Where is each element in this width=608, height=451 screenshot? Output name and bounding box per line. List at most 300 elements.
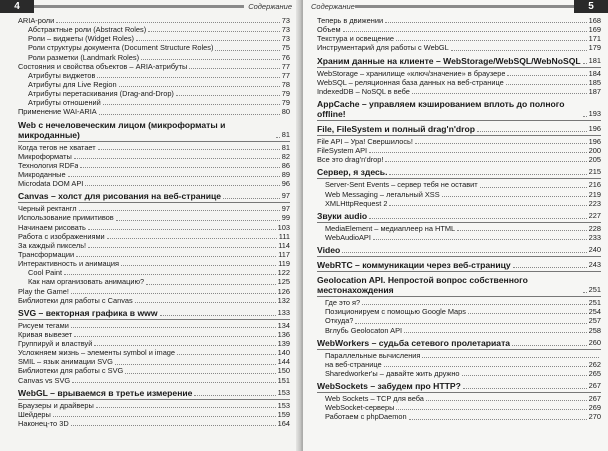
entry-title: Где это я? <box>325 298 361 308</box>
dot-leader <box>362 304 586 305</box>
toc-entry <box>0 268 290 277</box>
chapter-page: 227 <box>588 210 601 220</box>
entry-page: 184 <box>588 68 601 78</box>
entry-page: 171 <box>588 34 601 44</box>
chapter-heading <box>309 211 601 223</box>
toc-entry <box>0 161 290 170</box>
entry-page: 76 <box>281 52 290 62</box>
dot-leader <box>148 31 280 32</box>
entry-page: 196 <box>588 136 601 146</box>
page-number: 5 <box>574 0 608 13</box>
chapter-row <box>317 338 601 348</box>
chapter-page: 267 <box>588 381 601 391</box>
entry-title: Использование примитивов <box>18 213 114 223</box>
chapter-title: File, FileSystem и полный drag'n'drop <box>317 123 475 134</box>
entry-page: 179 <box>588 43 601 53</box>
toc-entry <box>309 43 601 52</box>
right-page <box>303 0 608 451</box>
entry-title: Работаем с phpDaemon <box>325 412 407 422</box>
toc-entry <box>0 376 290 385</box>
toc-entry <box>0 241 290 250</box>
chapter-rule <box>317 222 601 223</box>
entry-page: 251 <box>588 298 601 308</box>
toc-entry <box>309 25 601 34</box>
toc-entry <box>309 87 601 96</box>
entry-title: Атрибуты виджетов <box>28 70 96 80</box>
chapter-page: 240 <box>588 245 601 255</box>
entry-page: 269 <box>588 403 601 413</box>
entry-page: 216 <box>588 180 601 190</box>
entry-title: Когда тегов не хватает <box>18 142 96 152</box>
dot-leader <box>177 354 276 355</box>
entry-title: Откуда? <box>325 316 354 326</box>
toc-entry <box>0 339 290 348</box>
chapter-heading <box>309 245 601 257</box>
chapter-rule <box>317 67 601 68</box>
entry-page: 140 <box>277 348 290 358</box>
chapter-title: Video <box>317 245 341 256</box>
dot-leader <box>384 366 587 367</box>
entry-page: 233 <box>588 232 601 242</box>
chapter-heading <box>0 120 290 142</box>
dot-leader <box>451 50 587 51</box>
entry-title: Все это drag'n'drop! <box>317 155 384 165</box>
entry-page: 265 <box>588 368 601 378</box>
chapter-title: SVG – векторная графика в www <box>18 307 158 318</box>
dot-leader <box>506 84 587 85</box>
entry-title: Теперь в движении <box>317 15 384 25</box>
chapter-heading <box>309 381 601 393</box>
entry-page: 139 <box>277 339 290 349</box>
entry-title: Web Sockets – TCP для веба <box>325 394 424 404</box>
entry-page: 151 <box>277 375 290 385</box>
chapter-row <box>18 191 290 201</box>
entry-title: Микроформаты <box>18 151 72 161</box>
toc-entry <box>309 137 601 146</box>
entry-title: Атрибуты для Live Region <box>28 79 117 89</box>
entry-page: 185 <box>588 77 601 87</box>
entry-title: Атрибуты отношений <box>28 98 101 108</box>
entry-title: Библиотеки для работы с Canvas <box>18 295 133 305</box>
toc-entry <box>309 190 601 199</box>
dot-leader <box>97 77 279 78</box>
toc-entry <box>309 224 601 233</box>
dot-leader <box>385 161 586 162</box>
entry-title: Микроданные <box>18 169 66 179</box>
dot-leader <box>276 137 280 138</box>
toc-entry <box>309 146 601 155</box>
dot-leader <box>88 247 276 248</box>
entry-page: 169 <box>588 25 601 35</box>
toc-entry <box>0 16 290 25</box>
toc-entry <box>0 348 290 357</box>
entry-page: 119 <box>278 259 290 269</box>
dot-leader <box>415 143 587 144</box>
dot-leader <box>98 149 280 150</box>
dot-leader <box>369 218 587 219</box>
entry-page: 150 <box>277 366 290 376</box>
toc-entry <box>309 34 601 43</box>
entry-title: Sharedworker'ы – давайте жить дружно <box>325 368 460 378</box>
entry-title: Начинаем рисовать <box>18 222 86 232</box>
dot-leader <box>71 327 276 328</box>
dot-leader <box>215 50 279 51</box>
toc-entry <box>0 250 290 259</box>
toc-entry <box>0 71 290 80</box>
entry-page: 79 <box>281 89 290 99</box>
chapter-heading <box>309 99 601 121</box>
entry-page: 82 <box>281 151 290 161</box>
entry-title: Canvas vs SVG <box>18 375 71 385</box>
chapter-title: Web с нечеловеческим лицом (микроформаты и микроданные) <box>18 119 226 140</box>
entry-title: Роли разметки (Landmark Roles) <box>28 52 140 62</box>
dot-leader <box>94 345 275 346</box>
entry-title: Усложняем жизнь – элементы symbol и image <box>18 348 176 358</box>
dot-leader <box>80 167 279 168</box>
dot-leader <box>71 293 276 294</box>
dot-leader <box>103 104 280 105</box>
header-rule <box>355 5 574 8</box>
chapter-page: 193 <box>588 108 601 118</box>
dot-leader <box>409 419 587 420</box>
dot-leader <box>68 176 280 177</box>
chapter-title: Сервер, я здесь. <box>317 167 388 178</box>
toc-entry <box>309 316 601 325</box>
dot-leader <box>404 332 587 333</box>
dot-leader <box>96 407 276 408</box>
chapter-title: Храним данные на клиенте – WebStorage/WebSQL/WebNoSQL <box>317 55 581 66</box>
entry-page: 254 <box>588 307 601 317</box>
toc-entry <box>309 155 601 164</box>
entry-title: Технология RDFa <box>18 160 79 170</box>
entry-title: Play the Game! <box>18 286 69 296</box>
dot-leader <box>412 93 587 94</box>
entry-title: Группируй и властвуй <box>18 339 93 349</box>
entry-title: ARIA-роли <box>18 15 55 25</box>
chapter-page: 181 <box>588 55 601 65</box>
entry-page: 228 <box>588 223 601 233</box>
toc-entry <box>309 351 601 360</box>
chapter-heading <box>0 191 290 203</box>
entry-title: FileSystem API <box>317 146 368 156</box>
chapter-rule <box>317 256 601 257</box>
toc-entry <box>0 152 290 161</box>
entry-page: 80 <box>281 107 290 117</box>
chapter-page: 97 <box>281 191 290 201</box>
dot-leader <box>116 220 280 221</box>
entry-title: За каждый пиксель! <box>18 240 87 250</box>
entry-title: Кривая вывезет <box>18 329 73 339</box>
dot-leader <box>76 256 276 257</box>
dot-leader <box>468 313 587 314</box>
dot-leader <box>79 210 280 211</box>
dot-leader <box>121 265 276 266</box>
chapter-heading <box>309 338 601 350</box>
entry-page: 103 <box>277 222 290 232</box>
entry-title: Абстрактные роли (Abstract Roles) <box>28 25 147 35</box>
entry-page: 77 <box>281 61 290 71</box>
dot-leader <box>342 252 586 253</box>
entry-page: 267 <box>588 394 601 404</box>
entry-title: WebAudioAPI <box>325 232 371 242</box>
toc-entry <box>0 179 290 188</box>
entry-page: 89 <box>281 169 290 179</box>
chapter-row <box>317 260 601 270</box>
dot-leader <box>189 68 279 69</box>
entry-title: Рисуем тегами <box>18 320 69 330</box>
dot-leader <box>373 239 587 240</box>
chapter-title: Geolocation API. Непростой вопрос собственного местонахождения <box>317 275 528 296</box>
dot-leader <box>88 229 276 230</box>
toc-entry <box>0 321 290 330</box>
chapter-title: Canvas – холст для рисования на веб-странице <box>18 191 222 202</box>
dot-leader <box>480 187 587 188</box>
chapter-title: Звуки audio <box>317 210 368 221</box>
chapter-page: 260 <box>588 337 601 347</box>
entry-page: 144 <box>277 357 290 367</box>
dot-leader <box>507 75 586 76</box>
header-rule <box>34 5 244 8</box>
entry-title: Библиотеки для работы с SVG <box>18 366 124 376</box>
toc-entry <box>309 360 601 369</box>
chapter-row <box>317 167 601 177</box>
entry-title: Microdata DOM API <box>18 179 84 189</box>
toc-entry <box>0 62 290 71</box>
entry-page: 73 <box>281 15 290 25</box>
toc-entry <box>309 403 601 412</box>
entry-title: Применение WAI-ARIA <box>18 107 97 117</box>
dot-leader <box>74 336 276 337</box>
chapter-row <box>317 124 601 134</box>
chapter-rule <box>18 319 290 320</box>
running-title: Содержание <box>311 2 355 11</box>
entry-page: 125 <box>277 277 290 287</box>
dot-leader <box>71 425 276 426</box>
entry-page: 132 <box>277 295 290 305</box>
chapter-rule <box>317 178 601 179</box>
dot-leader <box>56 22 280 23</box>
dot-leader <box>396 409 586 410</box>
dot-leader <box>135 302 276 303</box>
toc-entry <box>309 369 601 378</box>
entry-title: SMIL – язык анимации SVG <box>18 357 113 367</box>
entry-page: 75 <box>281 43 290 53</box>
entry-title: Инструментарий для работы с WebGL <box>317 43 449 53</box>
dot-leader <box>64 274 276 275</box>
toc-entry <box>309 307 601 316</box>
toc-entry <box>309 412 601 421</box>
dot-leader <box>53 416 276 417</box>
entry-title: Браузеры и драйверы <box>18 400 94 410</box>
entry-title: Наконец-то 3D <box>18 419 69 429</box>
entry-title: MediaElement – медиаплеер на HTML <box>325 223 456 233</box>
toc-entry <box>0 367 290 376</box>
left-page-header <box>0 0 300 13</box>
toc-entry <box>0 232 290 241</box>
chapter-rule <box>317 271 601 272</box>
entry-title: Cool Paint <box>28 268 63 278</box>
entry-page: 258 <box>588 325 601 335</box>
entry-title: File API – Ура! Свершилось! <box>317 136 413 146</box>
dot-leader <box>125 373 275 374</box>
entry-title: Шейдеры <box>18 409 51 419</box>
dot-leader <box>422 357 599 358</box>
dot-leader <box>72 382 275 383</box>
dot-leader <box>385 22 587 23</box>
entry-title: Состояния и свойства объектов – ARIA-атрибуты <box>18 61 188 71</box>
toc-entry <box>309 69 601 78</box>
entry-page: 117 <box>278 249 290 259</box>
toc-entry <box>0 107 290 116</box>
dot-leader <box>513 267 587 268</box>
chapter-heading <box>0 388 290 400</box>
running-title: Содержание <box>248 2 292 11</box>
chapter-row <box>317 99 601 119</box>
entry-page: 159 <box>277 409 290 419</box>
chapter-title: WebSockets – забудем про HTTP? <box>317 381 461 392</box>
entry-title: Текстура и освещение <box>317 34 394 44</box>
dot-leader <box>223 198 280 199</box>
chapter-rule <box>317 296 601 297</box>
entry-page: 99 <box>281 213 290 223</box>
toc-entry <box>0 43 290 52</box>
chapter-title: WebGL – врываемся в третье измерение <box>18 387 193 398</box>
chapter-heading <box>309 124 601 136</box>
dot-leader <box>136 40 280 41</box>
entry-title: XMLHttpRequest 2 <box>325 198 388 208</box>
dot-leader <box>115 364 276 365</box>
chapter-page: 81 <box>281 129 290 139</box>
toc-entry <box>0 143 290 152</box>
chapter-title: AppCache – управляем кэшированием вплоть до полного offline! <box>317 98 565 119</box>
dot-leader <box>396 40 587 41</box>
toc-entry <box>0 259 290 268</box>
entry-page: 164 <box>277 419 290 429</box>
dot-leader <box>194 395 275 396</box>
chapter-page: 133 <box>277 307 290 317</box>
entry-page: 81 <box>281 142 290 152</box>
dot-leader <box>146 284 276 285</box>
toc-entry <box>309 180 601 189</box>
toc-entry <box>0 401 290 410</box>
dot-leader <box>477 131 587 132</box>
entry-title: на веб-странице <box>325 359 382 369</box>
entry-page: 77 <box>281 70 290 80</box>
toc-entry <box>0 34 290 43</box>
chapter-row <box>18 120 290 140</box>
entry-page: 136 <box>277 329 290 339</box>
chapter-row <box>18 308 290 318</box>
chapter-page: 251 <box>588 285 601 295</box>
dot-leader <box>389 205 586 206</box>
left-page <box>0 0 300 451</box>
entry-page: 270 <box>588 412 601 422</box>
toc-entry <box>309 233 601 242</box>
dot-leader <box>119 86 280 87</box>
entry-title: Server-Sent Events – сервер тебя не оставит <box>325 180 478 190</box>
entry-title: Позиционируем с помощью Google Maps <box>325 307 466 317</box>
toc-entry <box>0 419 290 428</box>
page-number: 4 <box>0 0 34 13</box>
toc-entry <box>0 80 290 89</box>
entry-title: Атрибуты перетаскивания (Drag-and-Drop) <box>28 89 174 99</box>
chapter-row <box>317 211 601 221</box>
entry-page: 96 <box>281 179 290 189</box>
toc-entry <box>0 330 290 339</box>
toc-entry <box>0 25 290 34</box>
toc-entry <box>309 78 601 87</box>
entry-title: Интерактивность и анимация <box>18 259 120 269</box>
entry-page: 205 <box>588 155 601 165</box>
chapter-row <box>317 245 601 255</box>
chapter-page: 196 <box>588 123 601 133</box>
entry-title: Черный ректангл <box>18 204 77 214</box>
dot-leader <box>583 63 587 64</box>
entry-page: 111 <box>278 231 290 241</box>
dot-leader <box>463 388 587 389</box>
toc-entry <box>0 296 290 305</box>
chapter-row <box>317 56 601 66</box>
entry-page: 257 <box>588 316 601 326</box>
right-page-header <box>303 0 608 13</box>
chapter-rule <box>18 399 290 400</box>
entry-page: 73 <box>281 34 290 44</box>
toc-entry <box>309 298 601 307</box>
chapter-rule <box>18 202 290 203</box>
entry-title: Работа с изображениями <box>18 231 105 241</box>
chapter-page: 243 <box>588 260 601 270</box>
entry-title: WebSQL – реляционная база данных на веб-странице <box>317 77 504 87</box>
toc-entry <box>0 277 290 286</box>
chapter-title: WebRTC – коммуникации через веб-страницу <box>317 260 511 271</box>
dot-leader <box>160 315 276 316</box>
entry-title: Вглубь Geolocaton API <box>325 325 403 335</box>
toc-entry <box>0 98 290 107</box>
dot-leader <box>583 116 587 117</box>
entry-page: 126 <box>277 286 290 296</box>
toc-entry <box>309 199 601 208</box>
entry-title: IndexedDB – NoSQL в вебе <box>317 86 410 96</box>
chapter-row <box>18 388 290 398</box>
entry-title: Как нам организовать анимацию? <box>28 277 145 287</box>
chapter-rule <box>18 141 290 142</box>
toc-entry <box>0 53 290 62</box>
toc-entry <box>309 16 601 25</box>
entry-page: 97 <box>281 204 290 214</box>
chapter-heading <box>309 167 601 179</box>
entry-page: 153 <box>277 400 290 410</box>
dot-leader <box>442 196 587 197</box>
entry-page: 223 <box>588 198 601 208</box>
toc-entry <box>0 410 290 419</box>
chapter-page: 215 <box>588 167 601 177</box>
chapter-heading <box>309 275 601 297</box>
dot-leader <box>426 400 587 401</box>
dot-leader <box>176 95 280 96</box>
chapter-row <box>317 275 601 295</box>
entry-title: Трансформации <box>18 249 75 259</box>
entry-page: 79 <box>281 98 290 108</box>
toc-entry <box>309 394 601 403</box>
toc-entry <box>0 223 290 232</box>
entry-page: 134 <box>277 320 290 330</box>
dot-leader <box>107 238 277 239</box>
dot-leader <box>141 59 280 60</box>
dot-leader <box>512 345 587 346</box>
entry-page: 187 <box>588 86 601 96</box>
entry-page: 262 <box>588 359 601 369</box>
chapter-heading <box>0 308 290 320</box>
